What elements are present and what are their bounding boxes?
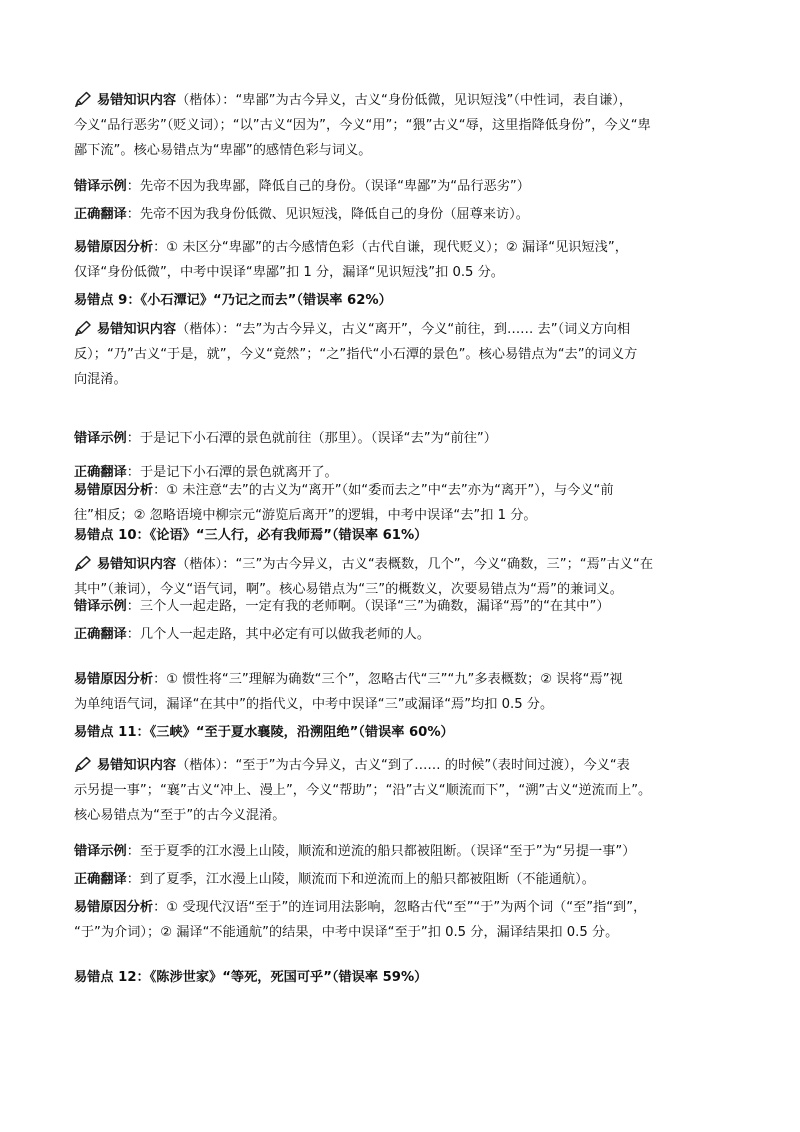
line-text: 鄙下流”。核心易错点为“卑鄙”的感情色彩与词义。 xyxy=(74,143,372,158)
text-line xyxy=(74,895,754,920)
entry-correct xyxy=(74,622,754,647)
line-text: 示另提一事”；“襄”古义“冲上、漫上”，今义“帮助”；“沿”古义“顺流而下”，“溯”古义“逆流而上”。 xyxy=(74,783,652,798)
line-text: “于”为介词）；② 漏译“不能通航”的结果，中考中误译“至于”扣 0.5 分，漏译结果扣 0.5 分。 xyxy=(74,925,619,940)
line-text: 反）；“乃”古义“于是，就”，今义“竟然”；“之”指代“小石潭的景色”。核心易错点为“去”的词义方 xyxy=(74,347,638,362)
line-text: （楷体）：“卑鄙”为古今异义，古义“身份低微，见识短浅”（中性词，表自谦）， xyxy=(176,93,633,108)
text-line xyxy=(74,260,754,285)
entry-label: 错译示例 xyxy=(74,599,127,614)
text-line xyxy=(74,138,754,163)
entry-example xyxy=(74,174,754,199)
entry-label: 易错原因分析 xyxy=(74,672,154,687)
section-heading xyxy=(74,965,754,990)
entry-label: 错译示例 xyxy=(74,844,127,859)
entry-knowledge xyxy=(74,88,754,163)
line-text: （楷体）：“至于”为古今异义，古义“到了…… 的时候”（表时间过渡），今义“表 xyxy=(176,758,630,773)
line-text: ：至于夏季的江水漫上山陵，顺流和逆流的船只都被阻断。（误译“至于”为“另提一事”） xyxy=(126,844,636,859)
line-text: 其中”（兼词），今义“语气词，啊”。核心易错点为“三”的概数义，次要易错点为“焉”的兼词义。 xyxy=(74,582,623,597)
pencil-icon xyxy=(74,91,92,107)
line-text: ：几个人一起走路，其中必定有可以做我老师的人。 xyxy=(126,627,431,642)
section-heading xyxy=(74,288,754,313)
text-line xyxy=(74,778,754,803)
entry-analysis xyxy=(74,235,754,285)
heading-text: 易错点 9：《小石潭记》“乃记之而去”（错误率 62%） xyxy=(74,293,392,308)
line-text: ：① 未区分“卑鄙”的古今感情色彩（古代自谦，现代贬义）；② 漏译“见识短浅”， xyxy=(153,240,628,255)
entry-label: 易错知识内容 xyxy=(97,758,177,773)
entry-knowledge xyxy=(74,753,754,828)
line-text: ：于是记下小石潭的景色就离开了。 xyxy=(126,465,338,480)
text-line xyxy=(74,317,754,342)
heading-text: 易错点 10：《论语》“三人行，必有我师焉”（错误率 61%） xyxy=(74,528,428,543)
entry-label: 易错知识内容 xyxy=(97,557,177,572)
text-line xyxy=(74,667,754,692)
text-line xyxy=(74,753,754,778)
line-text: 今义“品行恶劣”（贬义词）；“以”古义“因为”，今义“用”；“猥”古义“辱，这里指降低身份”，今义“卑 xyxy=(74,118,651,133)
line-text: 向混淆。 xyxy=(74,372,127,387)
text-line xyxy=(74,342,754,367)
line-text: （楷体）：“三”为古今异义，古义“表概数，几个”，今义“确数，三”；“焉”古义“在 xyxy=(176,557,654,572)
pencil-icon xyxy=(74,555,92,571)
text-line xyxy=(74,88,754,113)
entry-label: 易错原因分析 xyxy=(74,240,154,255)
text-line xyxy=(74,174,754,199)
line-text: 往”相反；② 忽略语境中柳宗元“游览后离开”的逻辑，中考中误译“去”扣 1 分。 xyxy=(74,508,537,523)
section-heading xyxy=(74,720,754,745)
entry-example xyxy=(74,426,754,451)
text-line xyxy=(74,202,754,227)
entry-label: 易错原因分析 xyxy=(74,483,154,498)
entry-label: 错译示例 xyxy=(74,179,127,194)
entry-label: 错译示例 xyxy=(74,431,127,446)
text-line xyxy=(74,692,754,717)
entry-label: 正确翻译 xyxy=(74,465,127,480)
line-text: 为单纯语气词，漏译“在其中”的指代义，中考中误译“三”或漏译“焉”均扣 0.5 分。 xyxy=(74,697,554,712)
line-text: ：① 未注意“去”的古义为“离开”（如“委而去之”中“去”亦为“离开”），与今义“前 xyxy=(153,483,614,498)
entry-example xyxy=(74,594,754,619)
text-line xyxy=(74,867,754,892)
section-heading xyxy=(74,523,754,548)
line-text: （楷体）：“去”为古今异义，古义“离开”，今义“前往，到…… 去”（词义方向相 xyxy=(176,322,631,337)
line-text: ：先帝不因为我卑鄙，降低自己的身份。（误译“卑鄙”为“品行恶劣”） xyxy=(126,179,530,194)
entry-example xyxy=(74,839,754,864)
entry-label: 正确翻译 xyxy=(74,627,127,642)
entry-label: 易错原因分析 xyxy=(74,900,154,915)
entry-analysis xyxy=(74,667,754,717)
line-text: ：到了夏季，江水漫上山陵，顺流而下和逆流而上的船只都被阻断（不能通航）。 xyxy=(126,872,595,887)
entry-label: 正确翻译 xyxy=(74,207,127,222)
pencil-icon xyxy=(74,756,92,772)
entry-correct xyxy=(74,867,754,892)
line-text: ：于是记下小石潭的景色就前往（那里）。（误译“去”为“前往”） xyxy=(126,431,497,446)
text-line xyxy=(74,622,754,647)
line-text: ：先帝不因为我身份低微、见识短浅，降低自己的身份（屈尊来访）。 xyxy=(126,207,529,222)
entry-label: 易错知识内容 xyxy=(97,322,177,337)
line-text: 仅译“身份低微”，中考中误译“卑鄙”扣 1 分，漏译“见识短浅”扣 0.5 分。 xyxy=(74,265,504,280)
entry-correct xyxy=(74,202,754,227)
entry-analysis xyxy=(74,895,754,945)
line-text: ：三个人一起走路，一定有我的老师啊。（误译“三”为确数，漏译“焉”的“在其中”） xyxy=(126,599,610,614)
text-line xyxy=(74,839,754,864)
line-text: ：① 惯性将“三”理解为确数“三个”，忽略古代“三”“九”多表概数；② 误将“焉”视 xyxy=(153,672,623,687)
entry-analysis xyxy=(74,478,754,528)
line-text: 核心易错点为“至于”的古今义混淆。 xyxy=(74,808,286,823)
pencil-icon xyxy=(74,320,92,336)
text-line xyxy=(74,478,754,503)
text-line xyxy=(74,920,754,945)
entry-label: 易错知识内容 xyxy=(97,93,177,108)
text-line xyxy=(74,235,754,260)
heading-text: 易错点 12：《陈涉世家》“等死，死国可乎”（错误率 59%） xyxy=(74,970,428,985)
text-line xyxy=(74,594,754,619)
text-line xyxy=(74,367,754,392)
line-text: ：① 受现代汉语“至于”的连词用法影响，忽略古代“至”“于”为两个词（“至”指“到”， xyxy=(153,900,647,915)
entry-knowledge xyxy=(74,317,754,392)
text-line xyxy=(74,552,754,577)
text-line xyxy=(74,426,754,451)
heading-text: 易错点 11：《三峡》“至于夏水襄陵，沿溯阻绝”（错误率 60%） xyxy=(74,725,454,740)
entry-label: 正确翻译 xyxy=(74,872,127,887)
text-line xyxy=(74,113,754,138)
text-line xyxy=(74,803,754,828)
